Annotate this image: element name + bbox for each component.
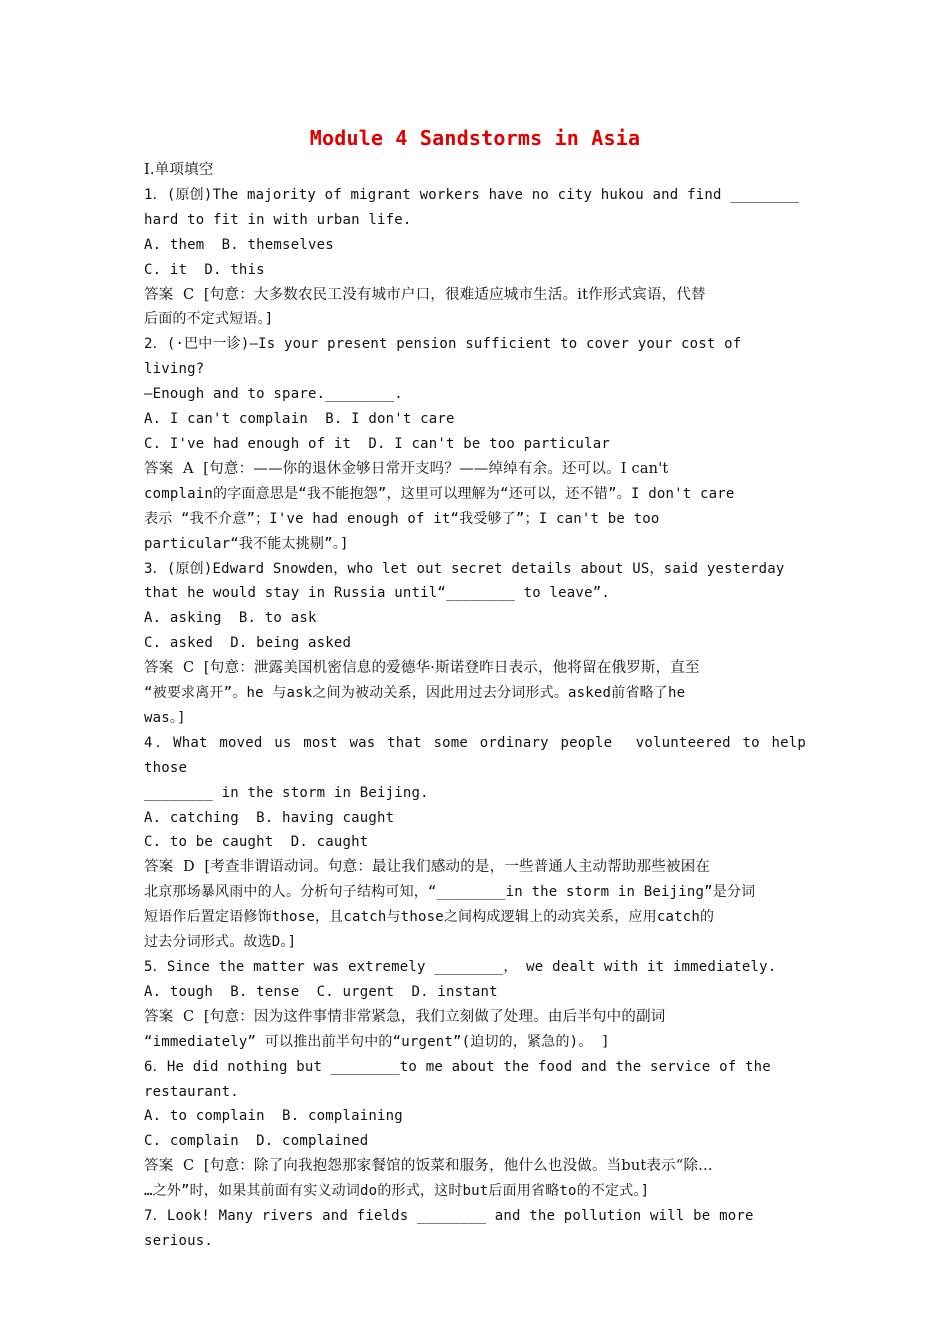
- text-line: 6．He did nothing but ________to me about the food and the service of the: [144, 1058, 771, 1075]
- text-line: was。]: [144, 709, 186, 726]
- answer-line: 答案 C [句意：除了向我抱怨那家餐馆的饭菜和服务，他什么也没做。当but表示“除…: [144, 1158, 713, 1175]
- text-line: particular“我不能太挑剔”。]: [144, 535, 349, 552]
- text-line: A. them B. themselves: [144, 236, 334, 253]
- text-line: restaurant.: [144, 1083, 239, 1100]
- text-line: A. tough B. tense C. urgent D. instant: [144, 983, 498, 1000]
- document-page: [144, 120, 815, 1254]
- text-line: C. I've had enough of it D. I can't be too particular: [144, 435, 610, 452]
- text-line: A. I can't complain B. I don't care: [144, 411, 455, 428]
- text-line: A. asking B. to ask: [144, 610, 317, 627]
- text-line: 过去分词形式。故选D。]: [144, 934, 297, 951]
- text-line: serious.: [144, 1232, 214, 1249]
- text-line: —Enough and to spare.________.: [144, 386, 403, 403]
- text-line: “被要求离开”。he 与ask之间为被动关系，因此用过去分词形式。asked前省略了he: [144, 685, 686, 702]
- page-title: Module 4 Sandstorms in Asia: [309, 126, 641, 150]
- text-line: C. asked D. being asked: [144, 635, 352, 652]
- text-line: 1．(原创)The majority of migrant workers have no city hukou and find ________: [144, 186, 800, 203]
- text-line: living?: [144, 361, 205, 378]
- answer-line: 答案 C [句意：大多数农民工没有城市户口，很难适应城市生活。it作形式宾语，代替: [144, 286, 706, 303]
- answer-line: 答案 C [句意：泄露美国机密信息的爱德华·斯诺登昨日表示，他将留在俄罗斯，直至: [144, 660, 700, 677]
- text-line: 短语作后置定语修饰those，且catch与those之间构成逻辑上的动宾关系，应用catch的: [144, 909, 715, 926]
- text-line: A. to complain B. complaining: [144, 1108, 403, 1125]
- text-line: complain的字面意思是“我不能抱怨”，这里可以理解为“还可以，还不错”。I don't care: [144, 485, 735, 502]
- text-line: 5．Since the matter was extremely ________， we dealt with it immediately.: [144, 959, 777, 975]
- text-line: 3．(原创)Edward Snowden，who let out secret details about US，said yesterday: [144, 560, 785, 577]
- text-line: ________ in the storm in Beijing.: [144, 784, 429, 801]
- text-line: 表示 “我不介意”；I've had enough of it“我受够了”；I can't be too: [144, 510, 660, 527]
- answer-line: 答案 D [考查非谓语动词。句意：最让我们感动的是，一些普通人主动帮助那些被困在: [144, 859, 711, 876]
- text-line: 7．Look! Many rivers and fields ________ and the pollution will be more: [144, 1208, 754, 1225]
- text-line: 4．What moved us most was that some ordinary people volunteered to help those: [144, 734, 815, 776]
- text-line: C. complain D. complained: [144, 1133, 369, 1150]
- text-line: C. to be caught D. caught: [144, 834, 369, 851]
- text-line: that he would stay in Russia until“________ to leave”.: [144, 585, 610, 602]
- answer-line: 答案 C [句意：因为这件事情非常紧急，我们立刻做了处理。由后半句中的副词: [144, 1008, 666, 1025]
- answer-line: 答案 A [句意：——你的退休金够日常开支吗？——绰绰有余。还可以。I can't: [144, 460, 669, 477]
- text-line: hard to fit in with urban life.: [144, 211, 412, 228]
- text-line: 北京那场暴风雨中的人。分析句子结构可知，“________in the storm in Beijing”是分词: [144, 884, 756, 901]
- text-line: “immediately” 可以推出前半句中的“urgent”(迫切的，紧急的)。 ]: [144, 1033, 610, 1050]
- text-line: C. it D. this: [144, 261, 265, 278]
- text-line: …之外”时，如果其前面有实义动词do的形式，这时but后面用省略to的不定式。]: [144, 1183, 650, 1200]
- text-line: 2．(·巴中一诊)—Is your present pension sufficient to cover your cost of: [144, 336, 742, 353]
- section-heading: Ⅰ.单项填空: [144, 162, 214, 178]
- text-line: A. catching B. having caught: [144, 809, 395, 826]
- text-line: 后面的不定式短语。]: [144, 311, 274, 328]
- document-body: [144, 183, 815, 1254]
